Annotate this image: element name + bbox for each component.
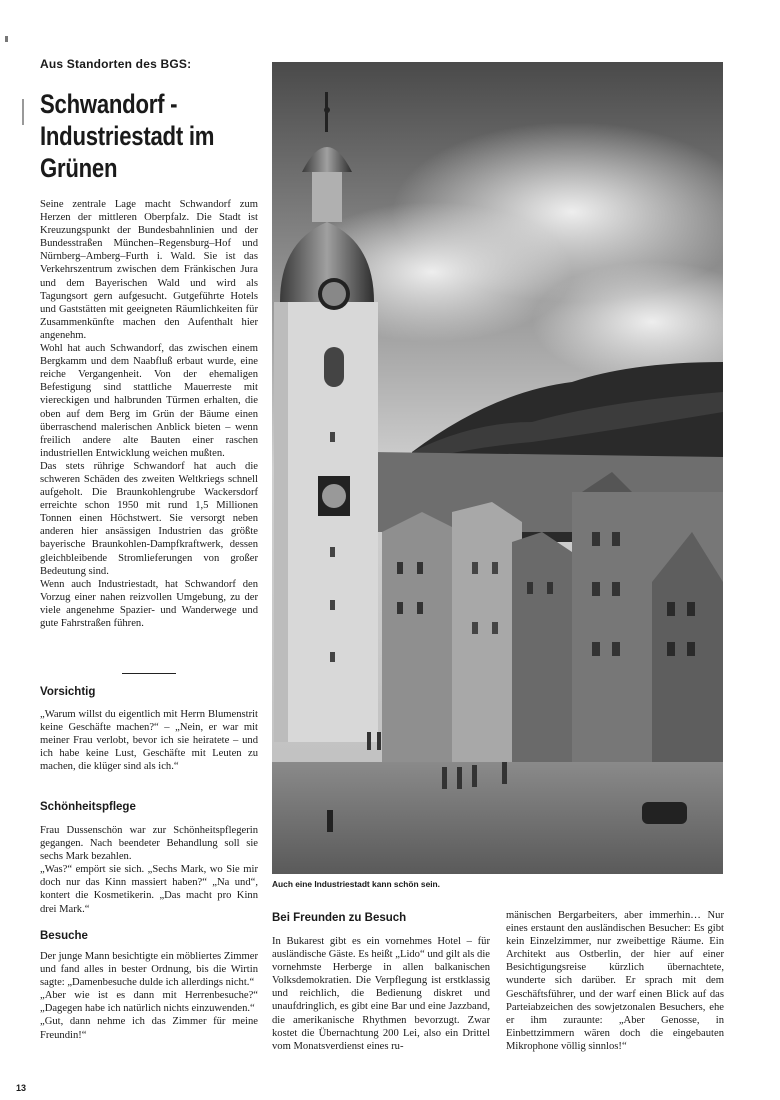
schoenheit-body	[40, 824, 258, 916]
article-paragraph: Seine zentrale Lage macht Schwandorf zum Herzen der mittleren Oberpfalz. Die Stadt ist Kreuzungspunkt der Bundesbahnlinien und der Bundesstraßen München–Regensburg–Hof und Nürnberg–Amberg–Furth i. Wald. Sie ist das Verkehrszentrum zwischen dem Fränkischen Jura und dem Bayerischen Wald und wird als Tagungsort gern aufgesucht. Gutgeführte Hotels und Gaststätten mit geeigneten Räumlichkeiten für Zusammenkünfte machen den Aufenthalt hier angenehm.	[40, 199, 258, 341]
besuche-body	[40, 950, 258, 1042]
article-paragraph: Das stets rührige Schwandorf hat auch die schweren Schäden des zweiten Weltkriegs schnell aufgeholt. Die Braunkohlengrube Wackersdorf erreichte schon 1950 mit rund 1,5 Millionen Tonnen einen Höchstwert. Sie versorgt neben anderen hier ansässigen Industrien das größte bayerische Braunkohlen-Dampfkraftwerk, dessen gleichbleibende Stromlieferungen von großer Bedeutung sind.	[40, 460, 258, 577]
vorsichtig-paragraph: „Warum willst du eigentlich mit Herrn Blumenstrit keine Geschäfte machen?“ – „Nein, er war mit meiner Frau verlobt, bevor ich sie heiratete – und ich habe keine Lust, Geschäfte mit Leuten zu machen, die klüger sind als ich.“	[40, 709, 258, 773]
article-paragraph: Wenn auch Industriestadt, hat Schwandorf den Vorzug einer nahen reizvollen Umgebung, zu der viele angenehme Spazier- und Wanderwege und gute Fahrstraßen führen.	[40, 578, 258, 629]
besuche-paragraph: „Aber wie ist es dann mit Herrenbesuche?“ „Dagegen habe ich natürlich nichts einzuwenden.“	[40, 990, 258, 1015]
photo-caption: Auch eine Industriestadt kann schön sein.	[272, 879, 440, 889]
town-photo	[272, 62, 723, 874]
freunden-col-a	[272, 935, 490, 1053]
vorsichtig-title: Vorsichtig	[40, 686, 96, 698]
freunden-title: Bei Freunden zu Besuch	[272, 912, 407, 924]
article-paragraph: Wohl hat auch Schwandorf, das zwischen einem Bergkamm und dem Naabfluß erbaut wurde, eine reiche Vergangenheit. Von der ehemaligen Befestigung sind stattliche Mauerreste mit viereckigen und halbrunden Türmen erhalten, die oben auf dem Berg im Grün der Bäume einen überraschend malerischen Anblick bieten – wenn freilich andere alte Bauten einer raschen industriellen Entwicklung weichen mußten.	[40, 343, 258, 459]
town-photo-illustration	[272, 62, 723, 874]
kicker: Aus Standorten des BGS:	[40, 57, 192, 71]
besuche-title: Besuche	[40, 930, 88, 942]
freunden-col-b	[506, 909, 724, 1053]
besuche-paragraph: Der junge Mann besichtigte ein möbliertes Zimmer und fand alles in bester Ordnung, bis die Wirtin sagte: „Damenbesuche dulde ich allerdings nicht.“	[40, 951, 258, 989]
schoenheit-paragraph: „Was?“ empört sie sich. „Sechs Mark, wo Sie mir doch nur das Kinn massiert haben?“ „Na und“, kontert die Kosmetikerin. „Das macht pro Kinn drei Mark.“	[40, 864, 258, 915]
article-body	[40, 198, 258, 630]
margin-mark	[5, 36, 8, 42]
headline: Schwandorf - Industriestadt im Grünen	[40, 89, 215, 183]
besuche-paragraph: „Gut, dann nehme ich das Zimmer für meine Freundin!“	[40, 1016, 258, 1041]
vorsichtig-body	[40, 708, 258, 773]
section-divider	[122, 673, 176, 674]
schoenheit-paragraph: Frau Dussenschön war zur Schönheitspflegerin gegangen. Nach beendeter Behandlung soll sie sechs Mark bezahlen.	[40, 825, 258, 863]
margin-rule	[22, 99, 24, 125]
freunden-paragraph: mänischen Bergarbeiters, aber immerhin… Nur eines erstaunt den ausländischen Besucher: Es gibt kein Einzelzimmer, nur zweibettige Räume. Ein Architekt aus Ostberlin, der hier auf einer Besichtigungsreise kürzlich übernachtete, wunderte sich darüber. Er sprach mit dem Geschäftsführer, und der warf einen Blick auf das Parteiabzeichen des sowjetzonalen Besuchers, ehe er ihm zuraunte: „Aber Genosse, in Einbettzimmern wären doch die eingebauten Mikrophone völlig sinnlos!“	[506, 910, 724, 1052]
page-number: 13	[16, 1083, 27, 1093]
freunden-paragraph: In Bukarest gibt es ein vornehmes Hotel – für ausländische Gäste. Es heißt „Lido“ und gilt als die vornehmste Herberge in allen balkanischen Volksdemokratien. Die Verpflegung ist erstklassig und reichlich, die Bedienung diskret und unaufdringlich, es gibt eine Bar und eine Jazzband, die amerikanische Rhythmen bevorzugt. Zwar kostet die Übernachtung 200 Lei, also ein Drittel vom Monatsverdienst eines ru-	[272, 936, 490, 1052]
schoenheit-title: Schönheitspflege	[40, 801, 136, 813]
